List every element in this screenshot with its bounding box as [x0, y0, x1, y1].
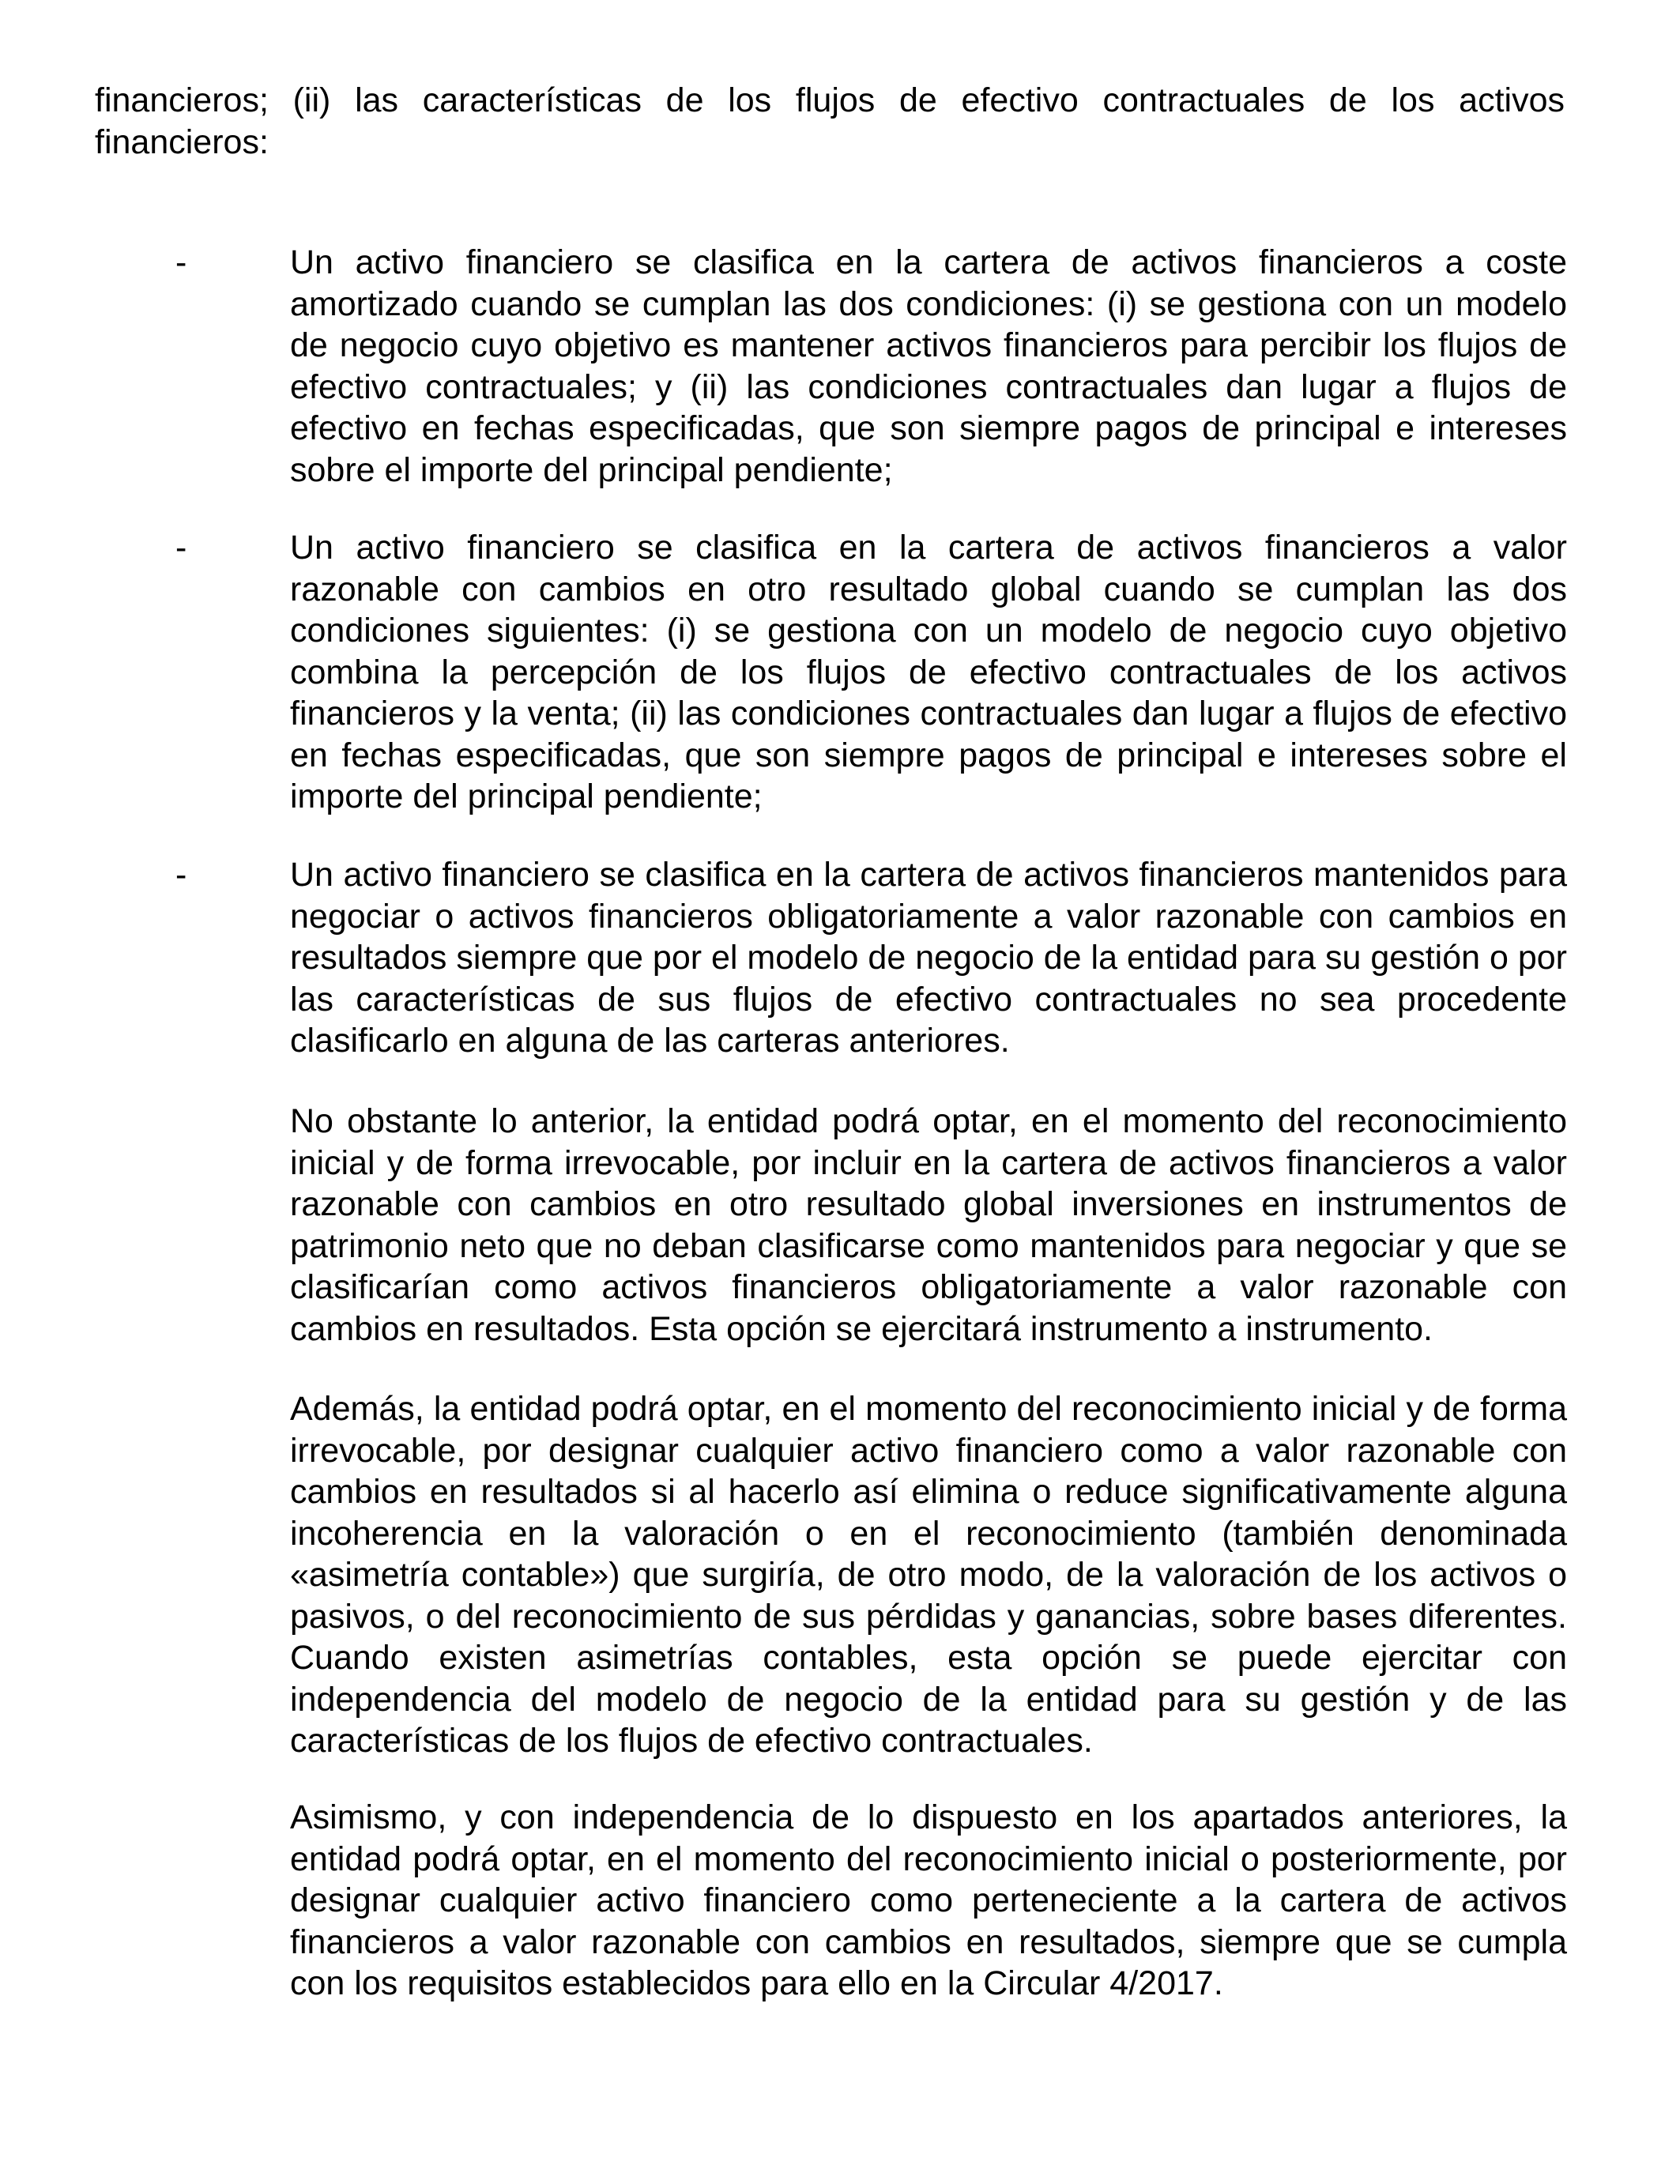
bullet-dash: -: [175, 243, 187, 281]
list-item: [175, 242, 1567, 491]
list-item-text: Un activo financiero se clasifica en la cartera de activos financieros a coste amortizado cuando se cumplan las dos condiciones: (i) se gestiona con un modelo de negocio cuyo objetivo es mantener activos financieros para percibir los flujos de efectivo contractuales; y (ii) las condiciones contractuales dan lugar a flujos de efectivo en fechas especificadas, que son siempre pagos de principal e intereses sobre el importe del principal pendiente;: [290, 243, 1567, 489]
list-item: [175, 527, 1567, 818]
body-paragraph: Asimismo, y con independencia de lo dispuesto en los apartados anteriores, la entidad podrá optar, en el momento del reconocimiento inicial o posteriormente, por designar cualquier activo financiero como perteneciente a la cartera de activos financieros a valor razonable con cambios en resultados, siempre que se cumpla con los requisitos establecidos para ello en la Circular 4/2017.: [290, 1798, 1567, 2002]
intro-paragraph: financieros; (ii) las características de los flujos de efectivo contractuales de los activos financieros:: [95, 81, 1565, 161]
body-paragraph: No obstante lo anterior, la entidad podrá optar, en el momento del reconocimiento inicial y de forma irrevocable, por incluir en la cartera de activos financieros a valor razonable con cambios en otro resultado global inversiones en instrumentos de patrimonio neto que no deban clasificarse como mantenidos para negociar y que se clasificarían como activos financieros obligatoriamente a valor razonable con cambios en resultados. Esta opción se ejercitará instrumento a instrumento.: [290, 1102, 1567, 1348]
bullet-dash: -: [175, 529, 187, 567]
body-paragraph: Además, la entidad podrá optar, en el momento del reconocimiento inicial y de forma irrevocable, por designar cualquier activo financiero como a valor razonable con cambios en resultados si al hacerlo así elimina o reduce significativamente alguna incoherencia en la valoración o en el reconocimiento (también denominada «asimetría contable») que surgiría, de otro modo, de la valoración de los activos o pasivos, o del reconocimiento de sus pérdidas y ganancias, sobre bases diferentes. Cuando existen asimetrías contables, esta opción se puede ejercitar con independencia del modelo de negocio de la entidad para su gestión y de las características de los flujos de efectivo contractuales.: [290, 1390, 1567, 1760]
list-item-text: Un activo financiero se clasifica en la cartera de activos financieros a valor razonable con cambios en otro resultado global cuando se cumplan las dos condiciones siguientes: (i) se gestiona con un modelo de negocio cuyo objetivo combina la percepción de los flujos de efectivo contractuales de los activos financieros y la venta; (ii) las condiciones contractuales dan lugar a flujos de efectivo en fechas especificadas, que son siempre pagos de principal e intereses sobre el importe del principal pendiente;: [290, 529, 1567, 815]
list-item: [175, 854, 1567, 1062]
bullet-dash: -: [175, 856, 187, 894]
list-item-text: Un activo financiero se clasifica en la cartera de activos financieros mantenidos para negociar o activos financieros obligatoriamente a valor razonable con cambios en resultados siempre que por el modelo de negocio de la entidad para su gestión o por las características de sus flujos de efectivo contractuales no sea procedente clasificarlo en alguna de las carteras anteriores.: [290, 856, 1567, 1060]
